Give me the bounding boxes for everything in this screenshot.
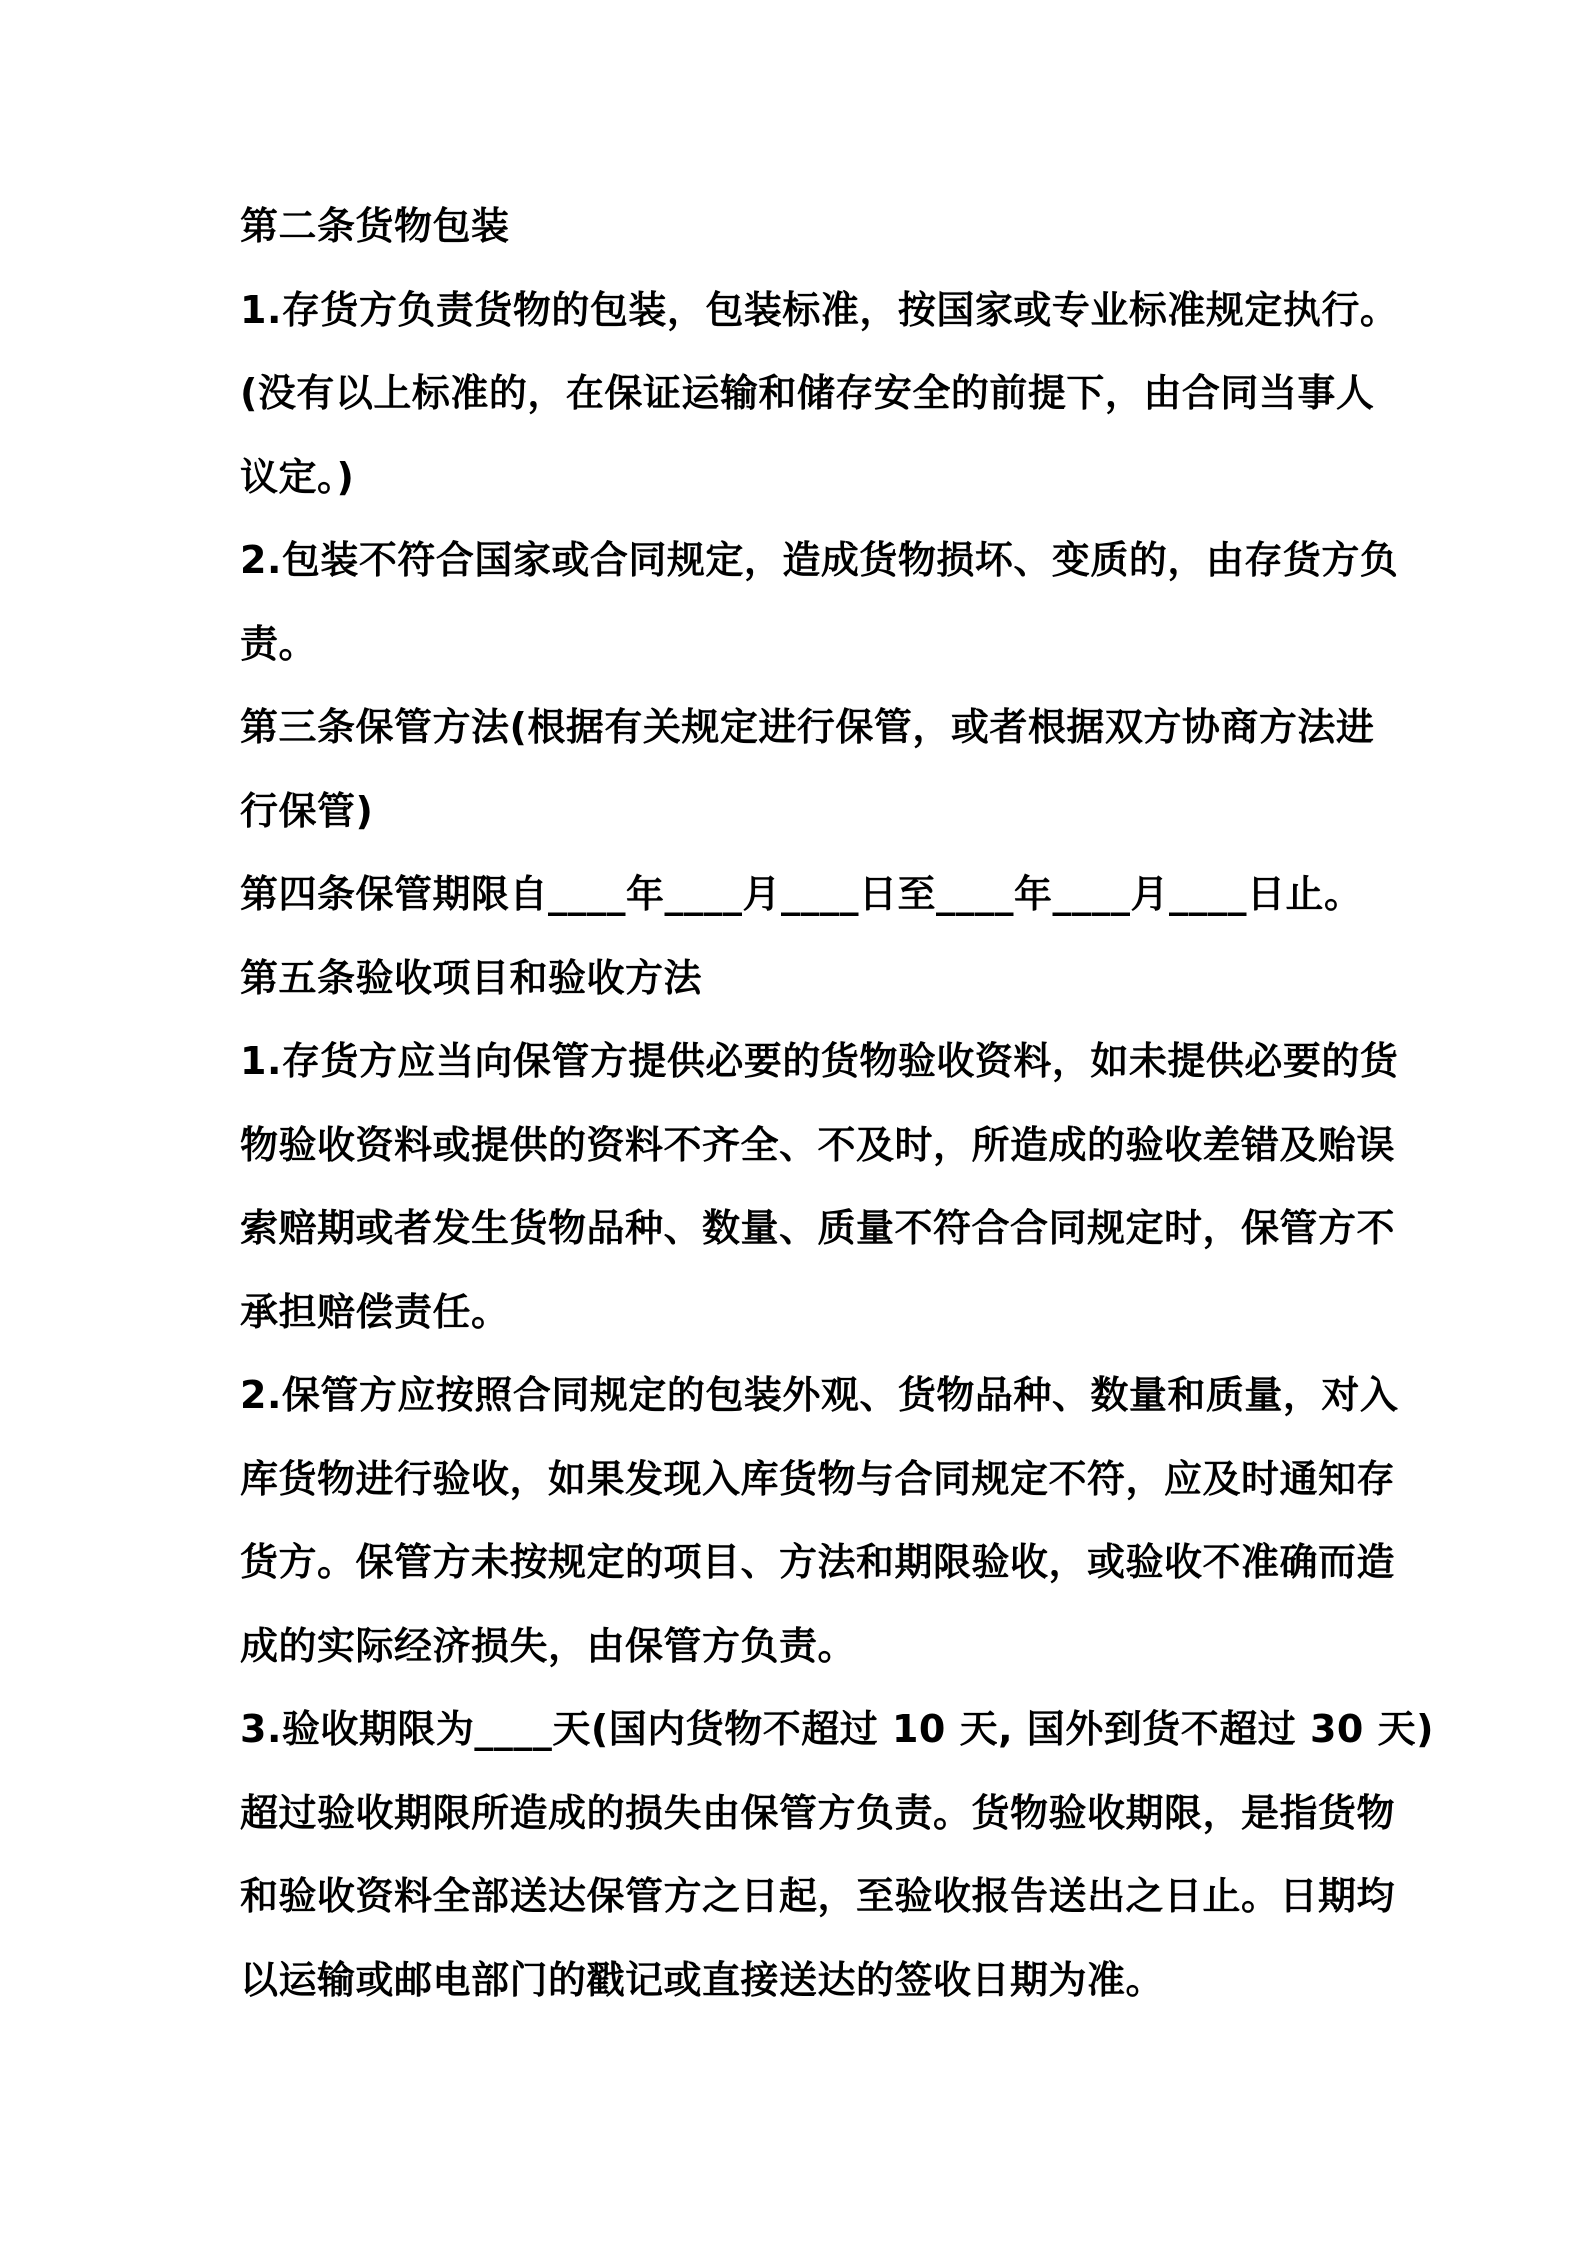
- document-line: (没有以上标准的，在保证运输和储存安全的前提下，由合同当事人: [240, 371, 1375, 415]
- document-line-blank-field: 3.验收期限为____天(国内货物不超过 10 天, 国外到货不超过 30 天): [240, 1707, 1434, 1751]
- document-line: 1.存货方负责货物的包装，包装标准，按国家或专业标准规定执行。: [240, 287, 1399, 332]
- document-line: 1.存货方应当向保管方提供必要的货物验收资料，如未提供必要的货: [240, 1039, 1399, 1083]
- document-line-article4-blanks: 第四条保管期限自____年____月____日至____年____月____日止。: [240, 872, 1363, 916]
- document-line: 2.保管方应按照合同规定的包装外观、货物品种、数量和质量，对入: [240, 1373, 1399, 1417]
- document-line: 责。: [240, 621, 318, 666]
- document-line: 行保管): [240, 788, 374, 833]
- document-line: 和验收资料全部送达保管方之日起，至验收报告送出之日止。日期均: [240, 1874, 1396, 1918]
- document-line-article3-heading: 第三条保管方法(根据有关规定进行保管，或者根据双方协商方法进: [240, 705, 1375, 749]
- document-line: 货方。保管方未按规定的项目、方法和期限验收，或验收不准确而造: [240, 1540, 1396, 1584]
- document-line-article2-heading: 第二条货物包装: [240, 204, 510, 248]
- document-body: [240, 185, 1434, 2022]
- document-line: 承担赔偿责任。: [240, 1289, 510, 1334]
- document-line: 物验收资料或提供的资料不齐全、不及时，所造成的验收差错及贻误: [240, 1122, 1396, 1167]
- document-line: 议定。): [240, 454, 355, 499]
- document-line: 库货物进行验收，如果发现入库货物与合同规定不符，应及时通知存: [240, 1456, 1396, 1501]
- document-line: 成的实际经济损失，由保管方负责。: [240, 1623, 857, 1668]
- document-line: 以运输或邮电部门的戳记或直接送达的签收日期为准。: [240, 1957, 1165, 2002]
- document-line: 超过验收期限所造成的损失由保管方负责。货物验收期限，是指货物: [240, 1790, 1396, 1835]
- document-line: 2.包装不符合国家或合同规定，造成货物损坏、变质的，由存货方负: [240, 538, 1399, 582]
- document-line-article5-heading: 第五条验收项目和验收方法: [240, 955, 703, 1000]
- document-line: 索赔期或者发生货物品种、数量、质量不符合合同规定时，保管方不: [240, 1206, 1396, 1250]
